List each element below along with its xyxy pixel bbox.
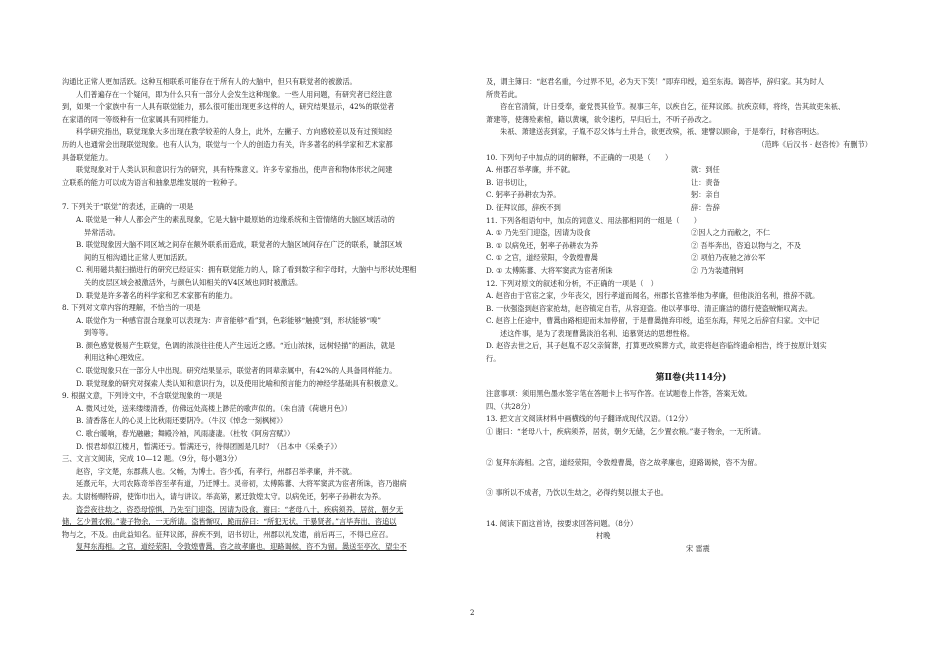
q10-options <box>486 164 896 214</box>
option: ②因人之力而敝之，不仁 <box>691 228 771 238</box>
text-line: 到等等。 <box>84 328 113 338</box>
option: A. 州郡召举孝廉，并不就。 <box>486 165 575 175</box>
text-line: 到，如果一个家族中有一人具有联觉能力，那么很可能出现更多这样的人，研究结果显示，42%的联觉者 <box>62 102 395 112</box>
sentence-2: ② 复拜东海相。之官，道经荥阳，令敦煌曹暠，咨之故孝廉也，迎路谒候，咨不为留。 <box>486 457 762 467</box>
text-line: 物与之，不及。由此益知名。征拜议郎，辞疾不到，诏书切让，州郡以礼发遣，前后再三，不得已应召。 <box>62 529 393 539</box>
question-13: 13. 把文言文阅读材料中画横线的句子翻译成现代汉语。（12分） <box>486 414 693 424</box>
question-7: 7. 下列关于“联觉”的表述，正确的一项是 <box>62 202 194 212</box>
q11-options <box>486 227 896 277</box>
text-line: 异常活动。 <box>84 227 120 237</box>
text-line: 具备联觉能力。 <box>62 152 113 162</box>
option: D. 征拜议郎，辞疾不到 <box>486 202 561 212</box>
option: C. 赵咨上任途中，曹暠由路相迎而未加停留，于是曹暠抛弃印绶，追至东海，拜见之后辞官归家。文中记 <box>486 316 820 326</box>
text-line: 咨在官清简，计日受奉，豪党畏其俭节。视事三年，以疾自乞，征拜议郎。抗疾京师，将终，告其故吏朱祇、 <box>500 102 846 112</box>
option: A. 联觉作为一种感官混合现象可以表现为：声音能够“看”到，色彩能够“触摸”到，形状能够“嗅” <box>76 315 381 325</box>
question-10: 10. 下列句子中加点的词的解释，不正确的一项是（ ） <box>486 152 673 162</box>
text-line: 间的互相沟通比正常人更加活跃。 <box>84 252 192 262</box>
option: C. 利用磁共振扫描进行的研究已经证实：拥有联觉能力的人，除了看到数字和字母时，大脑中与形状处理相 <box>76 265 417 275</box>
option: A. 联觉是一种人人都会产生的素乱现象，它是大脑中最原始的边缘系统和主管情绪的大脑区域活动的 <box>76 214 395 224</box>
option: ② 乃为装遣荆轲 <box>691 265 744 275</box>
text-line: 及，谓主簿曰：“赵君名重，今过界不见，必为天下笑！”即弃印绶，追至东海。谒咨毕，辞归家。其为时人 <box>486 77 824 86</box>
option: B. 诏书切让， <box>486 177 532 187</box>
section-title: 第Ⅱ卷(共114分) <box>655 372 727 383</box>
page-number: 2 <box>470 609 475 617</box>
text-line: 盗尝夜往劫之，咨恐母惊惧，乃先至门迎盗，因请为设食，谢曰：“老母八十，疾病须养，居贫，朝夕无 <box>76 504 404 514</box>
text-line: 立联系的能力可以成为语言和抽象思维发展的一粒种子。 <box>62 177 242 187</box>
text-line: 联觉现象对于人类认识和意识行为的研究，具有特殊意义。许多专家指出，使声音和物体形状之间建 <box>76 165 393 175</box>
option: D. 联觉是许多著名的科学家和艺术家都有的能力。 <box>76 290 238 300</box>
text-line: 历的人也通常会出现联觉现象。也有人认为，联觉与一个人的创造力有关，许多著名的科学家和艺术家都 <box>62 139 393 149</box>
option: A. 赵咨由于官宦之家，少年丧父，因行孝道而闻名，州郡长官推举他为孝廉，但他淡泊名利，推辞不就。 <box>486 291 820 301</box>
option: B. 一伙强盗到赵咨家抢劫，赵咨镇定自若，从容迎盗。他以孝事母、清正廉洁的德行使盗贼惭叹离去。 <box>486 303 813 313</box>
option: C. ① 之官，道经荥阳，令敦煌曹暠 <box>486 253 598 263</box>
text-line: 去。太尉杨赐特辟，使饰巾出入，请与讲议。举高第，累迁敦煌太守。以病免还，躬率子孙耕农为养。 <box>62 492 386 501</box>
text-line: 储，乞少置衣粮。”妻子物余，一无所请。盗皆惭叹，跪而辞曰：“所犯无状，干暴贤者。”言毕奔出，咨追以 <box>62 517 397 527</box>
text-line: 利用这种心理效应。 <box>84 353 149 363</box>
right-column <box>486 76 896 556</box>
notice: 注意事项：须用黑色墨水签字笔在答题卡上书写作答。在试题卷上作答，答案无效。 <box>486 389 752 399</box>
text-line: 复拜东海相。之官，道经荥阳，令敦煌曹暠，咨之故孝廉也，迎路谒候，咨不为留。暠送至亭次，望尘不 <box>76 542 407 552</box>
text-line: 在家谱的同一等级种有一位家属具有同样能力。 <box>62 114 213 124</box>
option: C. 歌台暖响，春光融融；舞殿冷袖，风雨凄凄。（杜牧《阿房宫赋》） <box>76 429 295 439</box>
text-line: 行。 <box>486 354 501 364</box>
poem-author: 宋 雷震 <box>686 544 710 553</box>
option-gloss: 辞：告辞 <box>691 202 720 212</box>
option: ② 项伯乃夜驰之沛公军 <box>691 253 766 263</box>
text-line: 萧建等，使薄殓素棺，籍以黄壤，欲令速朽，早归后土，不听子孙改之。 <box>486 114 717 124</box>
source-citation: （范晔《后汉书 · 赵咨传》有删节） <box>757 139 872 149</box>
option-gloss: 让：责备 <box>691 177 720 187</box>
question-9: 9. 根据文意，下列诗文中，不含联觉现象的一项是 <box>62 391 223 401</box>
text-line: 朱祇、萧建送丧到家，子胤不忍父体与土并合，欲更改殡，祇、建譬以顾命，于是奉行，时称咨明达。 <box>500 127 824 137</box>
option: D. 联觉现象的研究对探索人类认知和意识行为，以及使用比喻和预言能力的神经学基础具有积极意义。 <box>76 378 403 388</box>
section-heading: 三、文言文阅读，完成 10—12 题。（9分，每小题3分） <box>62 454 242 464</box>
text-line: 关的皮层区域会被激活外，与颜色认知相关的V4区域也同时被激活。 <box>84 277 303 287</box>
option-gloss: 就：到任 <box>691 165 720 175</box>
sentence-3: ③ 事所以不成者，乃饮以生劫之，必得约契以报太子也。 <box>486 488 668 498</box>
option: A. 微风过处，送来缕缕清香，仿佛远处高楼上渺茫的歌声似的。（朱自清《荷塘月色》） <box>76 403 352 413</box>
question-12: 12. 下列对原文的叙述和分析，不正确的一项是（ ） <box>486 278 658 288</box>
text-line: 延熹元年，大司农陈奇举咨至孝有道，乃迁博士。灵帝初，太傅陈蕃、大将军窦武为宦者所诛，咨乃谢病 <box>76 479 407 489</box>
poem-title: 村晚 <box>596 531 611 541</box>
option: D. 赵咨去世之后，其子赵胤不忍父亲简葬，打算更改殡葬方式，故吏将赵咨临终遗命相告，终于按原计划实 <box>486 341 827 351</box>
option: D. 恨君却似江楼月，暂满还亏。暂满还亏，待得团圆是几时？（吕本中《采桑子》） <box>76 441 342 451</box>
option: C. 联觉现象只在一部分人中出现。研究结果显示，联觉者的同辈亲属中，有42%的人具备同样能力。 <box>76 366 397 376</box>
text-line: 科学研究指出，联觉现象大多出现在教学较差的人身上，此外，左撇子、方向感较差以及有过预知经 <box>76 127 393 137</box>
option: ② 吾毕奔出，咨追以物与之，不及 <box>691 240 802 250</box>
text-line: 述这件事，是为了表现曹暠淡泊名利、追慕贤达的思想性格。 <box>500 328 695 338</box>
question-8: 8. 下列对文章内容的理解，不恰当的一项是 <box>62 303 201 313</box>
section-heading: 四、（共28分） <box>486 401 535 411</box>
question-11: 11. 下列各组语句中，加点的词意义、用法都相同的一组是（ ） <box>486 215 701 225</box>
text-line: 赵咨，字文楚，东郡燕人也。父畅，为博士。咨少孤，有孝行，州郡召举孝廉，并不就。 <box>76 466 357 476</box>
option: A. ① 乃先至门迎盗，因请为设食 <box>486 228 591 238</box>
option: B. 联觉现象因大脑不同区域之间存在额外联系而造成，联觉者的大脑区域间存在广泛的联系，眦部区域 <box>76 240 403 250</box>
option: C. 躬率子孙耕农为养。 <box>486 190 561 200</box>
question-14: 14. 阅读下面这首诗，按要求回答问题。（8分） <box>486 518 638 528</box>
option: D. ① 太傅陈蕃、大将军窦武为宦者所诛 <box>486 265 613 275</box>
text-line: 沟通比正常人更加活跃。这种互相联系可能存在于所有人的大脑中，但只有联觉者的被激活。 <box>62 77 357 86</box>
option: B. 清香落在人的心灵上比秋雨还要阴冷。（牛汉《悼念一刻枫树》） <box>76 416 288 426</box>
option: B. ① 以病免还，躬率子孙耕农为养 <box>486 240 599 250</box>
text-line: 人们普遍存在一个疑问，即为什么只有一部分人会发生这种现象。一些人用问题，有研究者已经注意 <box>76 89 393 99</box>
text-line: 所贵若此。 <box>486 89 522 99</box>
left-column <box>62 76 470 554</box>
option-gloss: 躬：亲自 <box>691 190 720 200</box>
sentence-1: ① 谢曰：“老母八十，疾病须养，居贫，朝夕无储，乞少置衣粮。”妻子物余，一无所请。 <box>486 427 766 437</box>
option: B. 颜色感觉极易产生联觉，色调的浓淡往往使人产生远近之感。“近山浓抹，远树轻描”的画法，就是 <box>76 340 396 350</box>
